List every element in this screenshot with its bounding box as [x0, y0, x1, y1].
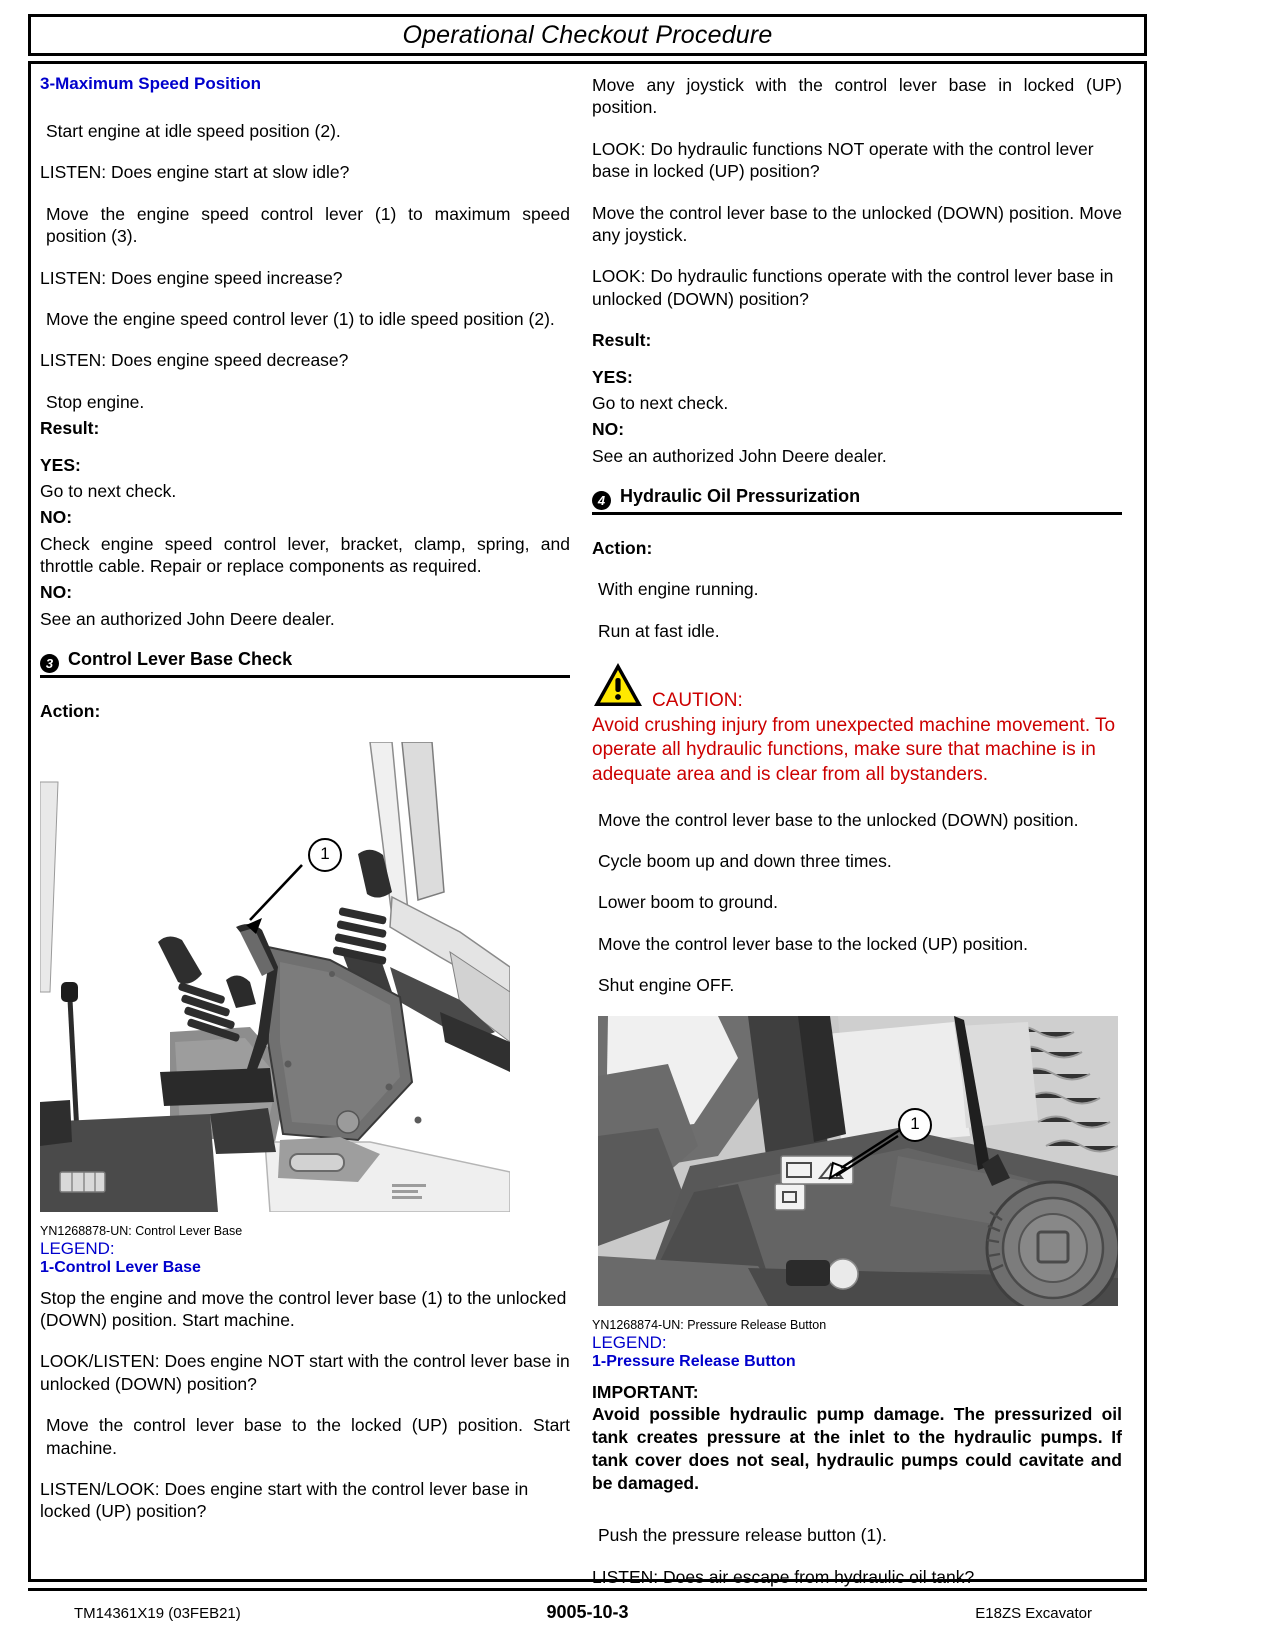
instruction-paragraph: LOOK/LISTEN: Does engine NOT start with the control lever base in unlocked (DOWN) position? [40, 1351, 570, 1394]
caution-body: Avoid crushing injury from unexpected machine movement. To operate all hydraulic functions, make sure that machine is in adequate area and is clear from all bystanders. [592, 715, 1116, 785]
section-heading-hydraulic-oil-pressurization [592, 486, 1122, 515]
yes-label: YES: [592, 366, 633, 387]
right-column [592, 74, 1122, 1607]
instruction-paragraph: LISTEN: Does engine speed increase? [40, 267, 343, 288]
figure-caption: YN1268874-UN: Pressure Release Button [592, 1317, 827, 1332]
subheading-maximum-speed-position: 3-Maximum Speed Position [40, 74, 262, 93]
instruction-paragraph: Start engine at idle speed position (2). [46, 121, 341, 141]
control-lever-base-photo [40, 742, 510, 1212]
caution-label: CAUTION: [652, 690, 743, 712]
no-label: NO: [592, 419, 625, 440]
instruction-paragraph: Move the engine speed control lever (1) to idle speed position (2). [46, 308, 555, 329]
no-text: Check engine speed control lever, bracket, clamp, spring, and throttle cable. Repair or replace components as required. [40, 533, 570, 577]
step-paragraph: Move the control lever base to the locked (UP) position. [598, 933, 1028, 954]
important-block [592, 1381, 1122, 1495]
result-label: Result: [40, 418, 100, 439]
caution-block [592, 661, 1122, 786]
section-title: Hydraulic Oil Pressurization [620, 486, 861, 507]
legend-title: LEGEND: [592, 1332, 667, 1352]
instruction-paragraph: Move the engine speed control lever (1) to maximum speed position (3). [46, 203, 570, 247]
no-label: NO: [40, 507, 73, 528]
figure-callout-1: 1 [898, 1108, 932, 1142]
figure-image [598, 1016, 1118, 1306]
section-heading-control-lever-base-check [40, 649, 570, 678]
instruction-paragraph: Push the pressure release button (1). [598, 1525, 887, 1546]
step-paragraph: Move the control lever base to the unlocked (DOWN) position. [598, 809, 1079, 830]
figure-image [40, 742, 510, 1212]
instruction-paragraph: Move the control lever base to the locked (UP) position. Start machine. [46, 1415, 570, 1458]
page-header [28, 14, 1147, 56]
figure-control-lever-base [40, 742, 570, 1277]
step-paragraph: Cycle boom up and down three times. [598, 851, 892, 872]
important-text: Avoid possible hydraulic pump damage. The pressurized oil tank creates pressure at the inlet to the hydraulic pumps. If tank cover does not seal, hydraulic pumps could cavitate and be damaged. [592, 1404, 1122, 1493]
warning-triangle-icon [592, 661, 644, 713]
footer-model-name: E18ZS Excavator [975, 1605, 1092, 1622]
yes-text: Go to next check. [592, 392, 729, 413]
step-paragraph: Shut engine OFF. [598, 975, 735, 996]
instruction-paragraph: Stop engine. [46, 391, 145, 412]
legend-title: LEGEND: [40, 1238, 115, 1258]
legend-item: 1-Control Lever Base [40, 1258, 201, 1276]
instruction-paragraph: Move any joystick with the control lever base in locked (UP) position. [592, 75, 1122, 118]
page-title: Operational Checkout Procedure [402, 21, 773, 49]
legend-item: 1-Pressure Release Button [592, 1352, 796, 1370]
action-label: Action: [40, 701, 101, 722]
no-label: NO: [40, 582, 73, 603]
yes-text: Go to next check. [40, 480, 177, 501]
action-paragraph: Run at fast idle. [598, 620, 720, 641]
instruction-paragraph: LOOK: Do hydraulic functions operate with the control lever base in unlocked (DOWN) position? [592, 266, 1114, 309]
action-label: Action: [592, 538, 653, 559]
step-paragraph: Lower boom to ground. [598, 892, 778, 913]
figure-caption: YN1268878-UN: Control Lever Base [40, 1223, 243, 1238]
instruction-paragraph: LOOK: Do hydraulic functions NOT operate with the control lever base in locked (UP) position? [592, 138, 1094, 182]
footer-divider [28, 1588, 1147, 1591]
left-column [40, 74, 570, 1542]
no-text: See an authorized John Deere dealer. [40, 608, 335, 629]
result-label: Result: [592, 330, 652, 351]
instruction-paragraph: LISTEN: Does engine speed decrease? [40, 350, 349, 371]
pressure-release-button-photo [598, 1016, 1118, 1306]
instruction-paragraph: LISTEN/LOOK: Does engine start with the control lever base in locked (UP) position? [40, 1478, 529, 1522]
instruction-paragraph: Stop the engine and move the control lever base (1) to the unlocked (DOWN) position. Start machine. [40, 1287, 567, 1331]
instruction-paragraph: LISTEN: Does engine start at slow idle? [40, 162, 350, 183]
instruction-paragraph: Move the control lever base to the unlocked (DOWN) position. Move any joystick. [592, 202, 1122, 245]
important-label: IMPORTANT: [592, 1381, 699, 1402]
page-footer [28, 1596, 1147, 1632]
footer-manual-number: TM14361X19 (03FEB21) [74, 1605, 241, 1622]
footer-page-number: 9005-10-3 [546, 1602, 629, 1622]
no-text: See an authorized John Deere dealer. [592, 445, 887, 466]
instruction-paragraph: LISTEN: Does air escape from hydraulic oil tank? [592, 1566, 975, 1587]
section-number-badge: 3 [40, 654, 59, 673]
figure-pressure-release-button [592, 1016, 1122, 1371]
section-title: Control Lever Base Check [68, 649, 293, 670]
figure-callout-1: 1 [308, 838, 342, 872]
yes-label: YES: [40, 454, 81, 475]
action-paragraph: With engine running. [598, 579, 759, 600]
section-number-badge: 4 [592, 491, 611, 510]
